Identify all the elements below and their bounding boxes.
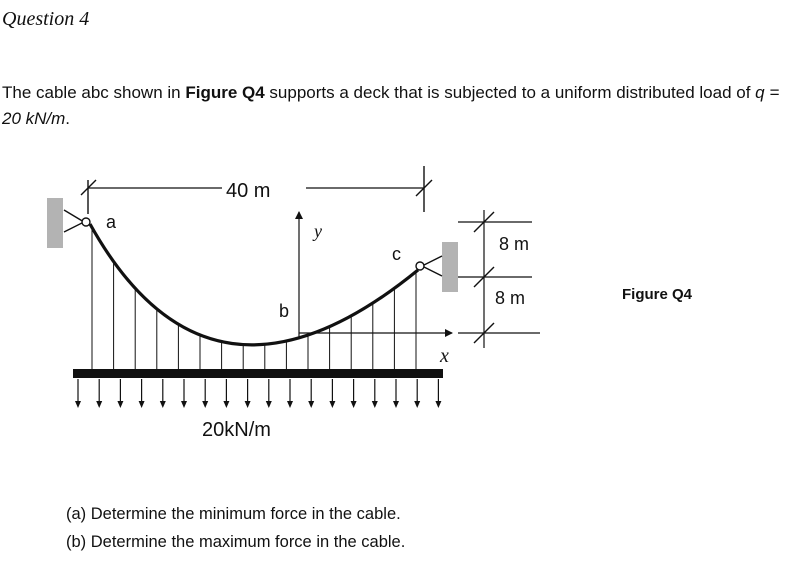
load-arrow: [287, 379, 293, 408]
point-c-label: c: [392, 244, 401, 264]
left-pin-icon: [64, 210, 90, 232]
load-arrow: [351, 379, 357, 408]
load-arrow: [266, 379, 272, 408]
load-arrow: [75, 379, 81, 408]
load-arrow: [414, 379, 420, 408]
question-parts: [66, 500, 405, 556]
dimension-upper-label: 8 m: [499, 234, 530, 254]
span-label: 40 m: [226, 180, 271, 202]
dimension-lower-label: 8 m: [495, 288, 526, 308]
deck: [73, 369, 443, 378]
point-b-label: b: [279, 301, 290, 321]
load-arrow: [160, 379, 166, 408]
load-expression: q = 20 kN/m: [2, 83, 780, 128]
load-label: 20kN/m: [202, 419, 271, 441]
load-arrow: [245, 379, 251, 408]
cable-curve: [90, 224, 418, 345]
load-arrow: [181, 379, 187, 408]
intro-text-1: The cable abc shown in: [2, 83, 186, 102]
load-arrow: [139, 379, 145, 408]
load-arrow: [372, 379, 378, 408]
right-pin-icon: [416, 256, 442, 276]
load-arrow: [435, 379, 441, 408]
question-part-a: (a) Determine the minimum force in the cable.: [66, 505, 401, 523]
right-wall-support: [442, 242, 458, 292]
question-part-b: (b) Determine the maximum force in the cable.: [66, 533, 406, 551]
y-axis-label: y: [314, 221, 322, 241]
left-wall-support: [47, 198, 63, 248]
load-arrow: [223, 379, 229, 408]
load-arrow: [308, 379, 314, 408]
distributed-load-arrows: [75, 379, 441, 408]
cable-hangers: [92, 228, 416, 369]
figure-reference: Figure Q4: [185, 83, 265, 102]
load-arrow: [329, 379, 335, 408]
intro-text-3: .: [65, 109, 71, 128]
point-a-label: a: [106, 212, 117, 232]
intro-text-2: supports a deck that is subjected to a uniform distributed load of: [264, 83, 756, 102]
x-axis-label: x: [440, 345, 449, 367]
load-arrow: [202, 379, 208, 408]
load-arrow: [96, 379, 102, 408]
load-arrow: [117, 379, 123, 408]
question-title: Question 4: [2, 8, 90, 30]
load-arrow: [393, 379, 399, 408]
figure-caption: Figure Q4: [622, 286, 693, 303]
